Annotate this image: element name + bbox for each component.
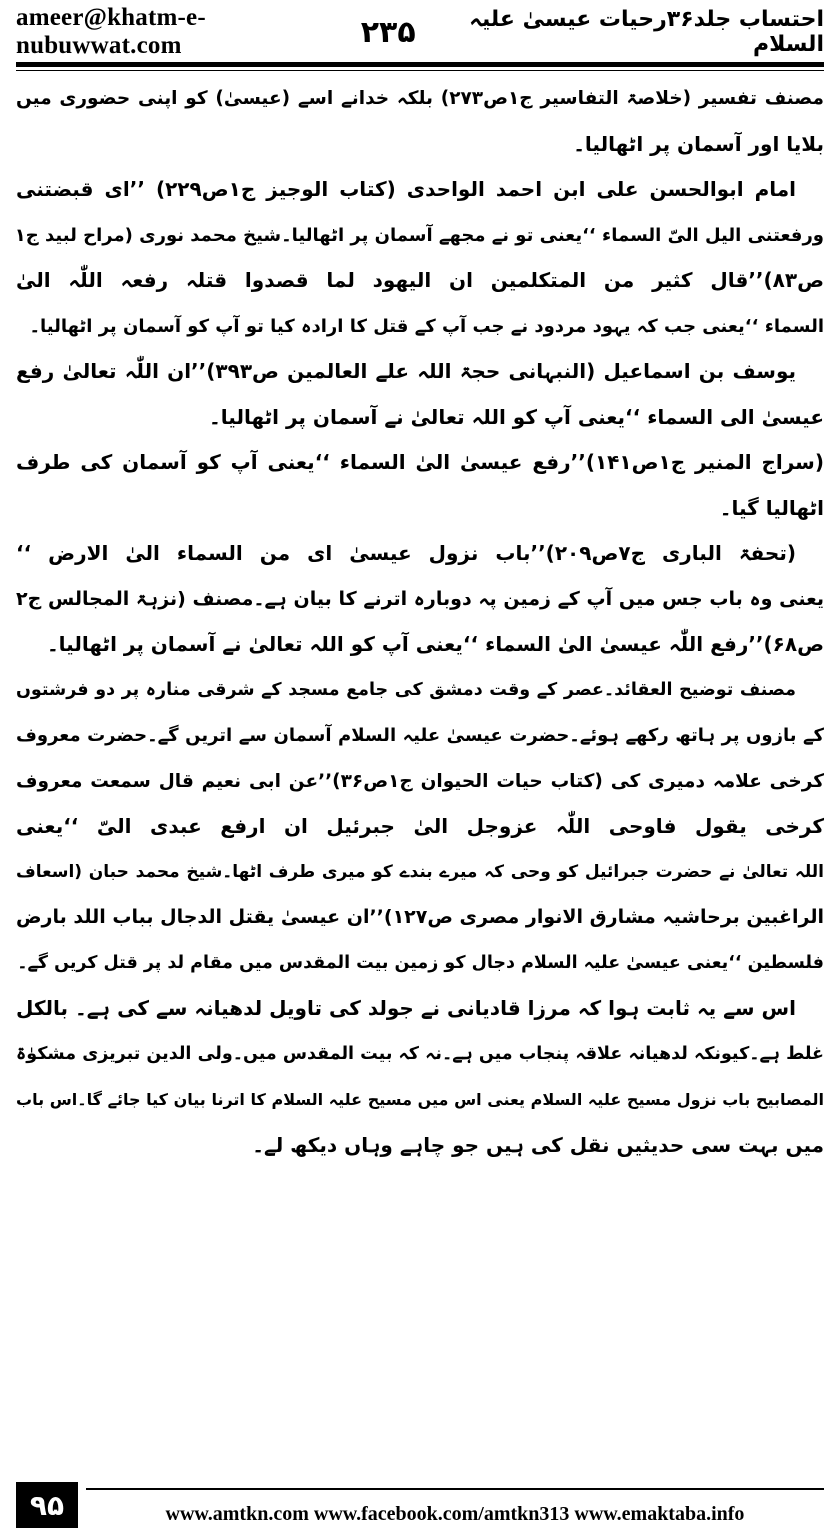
footer-links[interactable]: www.amtkn.com www.facebook.com/amtkn313 www.emaktaba.info [165, 1503, 745, 1525]
footer-page-number: ۹۵ [16, 1482, 78, 1528]
footer-rule [86, 1488, 824, 1490]
header-email[interactable]: ameer@khatm-e-nubuwwat.com [16, 4, 206, 59]
header-title: احتساب جلد۳۶رحیات عیسیٰ علیہ السلام [469, 7, 824, 57]
page-header [16, 6, 824, 58]
body-line: ورفعتنی الیل الیّ السماء ‘‘یعنی تو نے مجھے آسمان پر اٹھالیا۔شیخ محمد نوری (مراح لبید ج۱ [14, 224, 824, 246]
body-line: امام ابوالحسن علی ابن احمد الواحدی (کتاب الوجیز ج۱ص۲۲۹) ’’ای قبضتنی [16, 177, 797, 201]
header-page-number: ۲۳۵ [360, 14, 416, 50]
body-line: اللہ تعالیٰ نے حضرت جبرائیل کو وحی کہ میرے بندے کو میری طرف اٹھا۔شیخ محمد حبان (اسعاف [16, 861, 824, 882]
body-line: المصابیح باب نزول مسیح علیہ السلام یعنی اس میں مسیح علیہ السلام کا اترنا بیان کیا جائے گا۔اس باب [16, 1090, 824, 1109]
body-line: کے بازوں پر ہاتھ رکھے ہوئے۔حضرت عیسیٰ علیہ السلام آسمان سے اتریں گے۔حضرت معروف [16, 725, 824, 746]
body-line: یعنی وہ باب جس میں آپ کے زمین پہ دوبارہ اترنے کا بیان ہے۔مصنف (نزہۃ المجالس ج۲ [16, 587, 824, 610]
body-line: میں بہت سی حدیثیں نقل کی ہیں جو چاہے وہاں دیکھ لے۔ [252, 1132, 824, 1157]
body-line: ص۸۳)’’قال کثیر من المتکلمین ان الیھود لما قصدوا قتلہ رفعہ اللّٰہ الیٰ [16, 268, 824, 292]
header-rule-thick [16, 62, 824, 67]
body-line: فلسطین ‘‘یعنی عیسیٰ علیہ السلام دجال کو زمین بیت المقدس میں مقام لد پر قتل کریں گے۔ [17, 952, 824, 973]
body-line: الراغبین برحاشیہ مشارق الانوار مصری ص۱۲۷)’’ان عیسیٰ یقتل الدجال بباب اللد بارض [16, 906, 824, 928]
body-line: اس سے یہ ثابت ہوا کہ مرزا قادیانی نے جولد کی تاویل لدھیانہ سے کی ہے۔ بالکل [16, 996, 796, 1020]
header-left [16, 4, 416, 60]
body-line: مصنف توضیح العقائد۔عصر کے وقت دمشق کی جامع مسجد کے شرقی منارہ پر دو فرشتوں [16, 679, 796, 700]
page-body [16, 76, 824, 1466]
body-line: غلط ہے۔کیونکہ لدھیانہ علاقہ پنجاب میں ہے۔نہ کہ بیت المقدس میں۔ولی الدین تبریزی مشکوٰۃ [16, 1043, 824, 1064]
page-footer [16, 1482, 824, 1528]
body-line: اٹھالیا گیا۔ [719, 495, 824, 520]
footer-links-area [78, 1482, 824, 1528]
body-line: (سراج المنیر ج۱ص۱۴۱)’’رفع عیسیٰ الیٰ السماء ‘‘یعنی آپ کو آسمان کی طرف [16, 450, 824, 474]
body-line: (تحفۃ الباری ج۷ص۲۰۹)’’باب نزول عیسیٰ ای من السماء الیٰ الارض ‘‘ [16, 541, 796, 565]
body-line: کرخی یقول فاوحی اللّٰہ عزوجل الیٰ جبرئیل ان ارفع عبدی الیّ ‘‘یعنی [16, 814, 824, 838]
body-line: عیسیٰ الی السماء ‘‘یعنی آپ کو اللہ تعالیٰ نے آسمان پر اٹھالیا۔ [209, 404, 824, 429]
body-line: یوسف بن اسماعیل (النبہانی حجۃ اللہ علے العالمین ص۳۹۳)’’ان اللّٰہ تعالیٰ رفع [16, 359, 796, 383]
header-rule-thin [16, 70, 824, 71]
body-line: السماء ‘‘یعنی جب کہ یہود مردود نے جب آپ کے قتل کا ارادہ کیا تو آپ کو آسمان پر اٹھالیا۔ [29, 315, 824, 337]
body-line: مصنف تفسیر (خلاصۃ التفاسیر ج۱ص۲۷۳) بلکہ خدانے اسے (عیسیٰ) کو اپنی حضوری میں [16, 88, 824, 109]
body-line: کرخی علامہ دمیری کی (کتاب حیات الحیوان ج۱ص۳۶)’’عن ابی نعیم قال سمعت معروف [16, 770, 824, 792]
body-line: بلایا اور آسمان پر اٹھالیا۔ [573, 131, 824, 156]
body-line: ص۶۸)’’رفع اللّٰہ عیسیٰ الیٰ السماء ‘‘یعنی آپ کو اللہ تعالیٰ نے آسمان پر اٹھالیا۔ [46, 632, 824, 656]
